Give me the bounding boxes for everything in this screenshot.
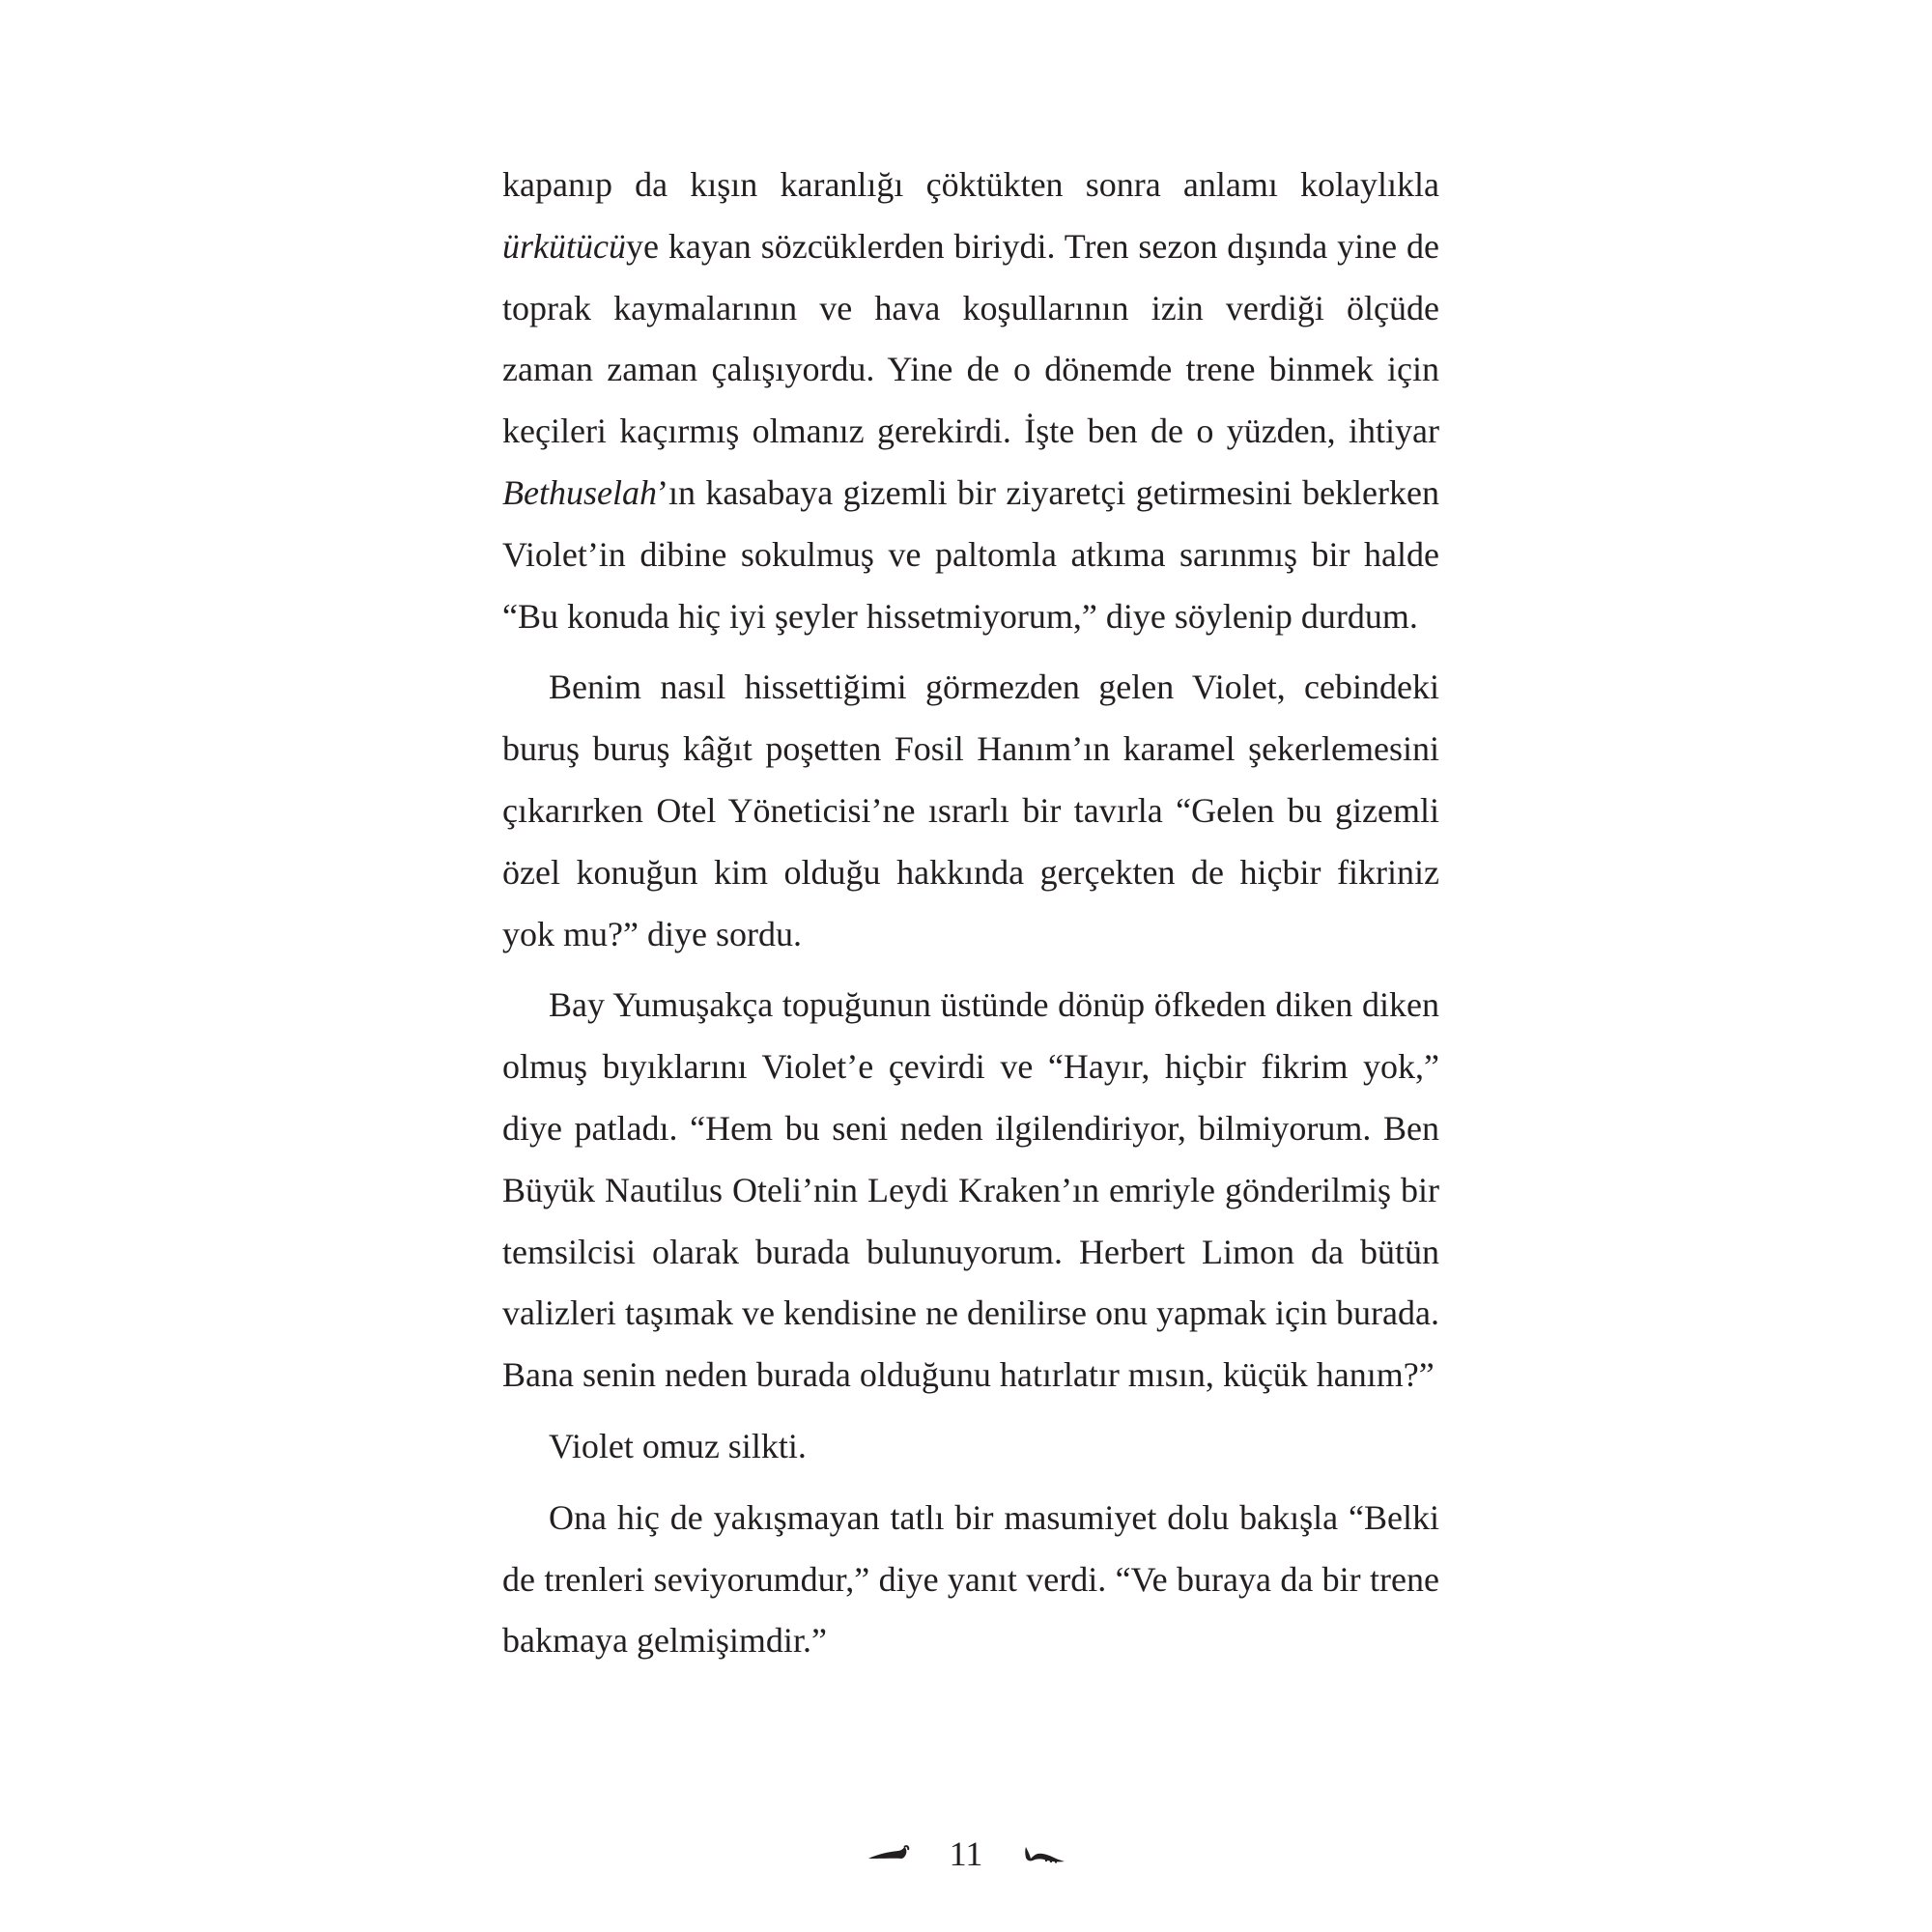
text-run: ’ın kasabaya gizemli bir ziyaretçi getirmesini beklerken Violet’in dibine sokulmuş ve paltomla atkıma sarınmış bir halde “Bu konuda hiç iyi şeyler hissetmiyorum,” diye söylenip durdum. bbox=[502, 472, 1439, 636]
page-number: 11 bbox=[949, 1834, 983, 1873]
paragraph-p3 bbox=[502, 975, 1439, 1406]
text-run: Violet omuz silkti. bbox=[549, 1426, 807, 1465]
tentacle-right-icon bbox=[1021, 1841, 1065, 1866]
tentacle-left-icon bbox=[867, 1841, 911, 1866]
paragraph-p1 bbox=[502, 155, 1439, 647]
italic-text: Bethuselah bbox=[502, 472, 657, 512]
paragraph-p4 bbox=[502, 1416, 1439, 1478]
text-run: Bay Yumuşakça topuğunun üstünde dönüp öfkeden diken diken olmuş bıyıklarını Violet’e çevirdi ve “Hayır, hiçbir fikrim yok,” diye patladı. “Hem bu seni neden ilgilendiriyor, bilmiyorum. Ben Büyük Nautilus Oteli’nin Leydi Kraken’ın emriyle gönderilmiş bir temsilcisi olarak burada bulunuyorum. Herbert Limon da bütün valizleri taşımak ve kendisine ne denilirse onu yapmak için burada. Bana senin neden burada olduğunu hatırlatır mısın, küçük hanım?” bbox=[502, 985, 1439, 1395]
body-text bbox=[502, 155, 1439, 1682]
text-run: Benim nasıl hissettiğimi görmezden gelen Violet, cebindeki buruş buruş kâğıt poşetten Fosil Hanım’ın karamel şekerlemesini çıkarırken Otel Yöneticisi’ne ısrarlı bir tavırla “Gelen bu gizemli özel konuğun kim olduğu hakkında gerçekten de hiçbir fikriniz yok mu?” diye sordu. bbox=[502, 668, 1439, 953]
text-run: ye kayan sözcüklerden biriydi. Tren sezon dışında yine de toprak kaymalarının ve hava koşullarının izin verdiği ölçüde zaman zaman çalışıyordu. Yine de o dönemde trene binmek için keçileri kaçırmış olmanız gerekirdi. İşte ben de o yüzden, ihtiyar bbox=[502, 226, 1439, 451]
text-run: kapanıp da kışın karanlığı çöktükten sonra anlamı kolaylıkla bbox=[502, 165, 1439, 204]
italic-text: ürkütücü bbox=[502, 226, 626, 266]
paragraph-p2 bbox=[502, 657, 1439, 965]
text-run: Ona hiç de yakışmayan tatlı bir masumiyet dolu bakışla “Belki de trenleri seviyorumdur,” diye yanıt verdi. “Ve buraya da bir trene bakmaya gelmişimdir.” bbox=[502, 1497, 1439, 1661]
page-footer bbox=[0, 1833, 1932, 1891]
paragraph-p5 bbox=[502, 1488, 1439, 1672]
